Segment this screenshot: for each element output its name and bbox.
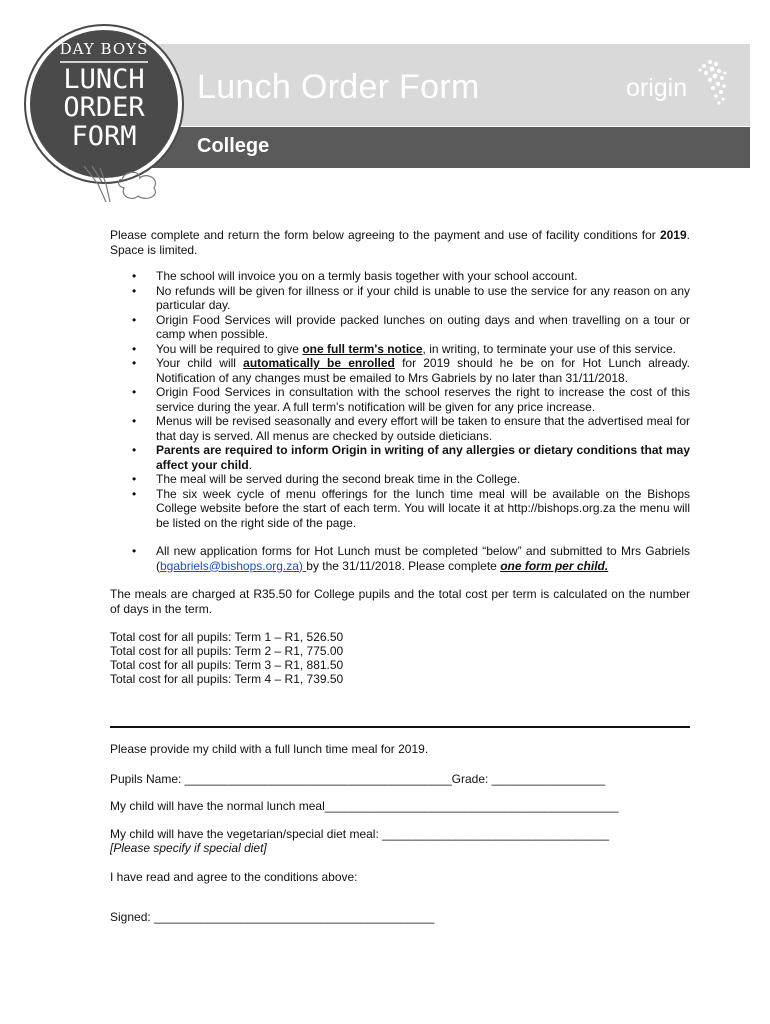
page-subtitle: College <box>197 135 270 157</box>
email-link[interactable]: bgabriels@bishops.org.za) <box>160 558 307 573</box>
list-item: • All new application forms for Hot Lunch must be completed “below” and submitted to Mrs Gabriels (bgabriels@bishops.org.za) by the 31/11/2018. Please complete one form per child. <box>110 544 690 573</box>
pupil-name-field[interactable]: Pupils Name: ________________________________________Grade: _________________ <box>110 772 606 786</box>
special-meal-field[interactable]: My child will have the vegetarian/special diet meal: __________________________________ <box>110 827 610 841</box>
signature-field[interactable]: Signed: __________________________________________ <box>110 910 435 924</box>
cutlery-doodle-icon <box>80 164 164 206</box>
term-total: Total cost for all pupils: Term 3 – R1, 881.50 <box>110 658 344 672</box>
badge-form: FORM <box>71 121 137 152</box>
term-totals <box>110 630 690 686</box>
intro-year: 2019 <box>659 228 687 242</box>
list-item: • Origin Food Services will provide packed lunches on outing days and when travelling on a tour or camp when possible. <box>110 313 690 342</box>
meals-paragraph: The meals are charged at R35.50 for College pupils and the total cost per term is calculated on the number of days in the term. <box>110 587 690 616</box>
list-item: • You will be required to give one full term's notice, in writing, to terminate your use of this service. <box>110 342 690 357</box>
list-item: • Your child will automatically be enrolled for 2019 should he be on for Hot Lunch already. Notification of any changes must be emailed to Mrs Gabriels by no later than 31/11/2018. <box>110 356 690 385</box>
term-total: Total cost for all pupils: Term 4 – R1, 739.50 <box>110 672 344 686</box>
form-request: Please provide my child with a full lunch time meal for 2019. <box>110 742 429 756</box>
term-total: Total cost for all pupils: Term 1 – R1, 526.50 <box>110 630 344 644</box>
special-diet-note: [Please specify if special diet] <box>110 841 267 855</box>
origin-logo-text: origin <box>626 74 688 102</box>
agree-statement: I have read and agree to the conditions above: <box>110 870 358 884</box>
terms-section <box>110 228 690 686</box>
page-title: Lunch Order Form <box>197 68 480 106</box>
list-item: • The six week cycle of menu offerings for the lunch time meal will be available on the Bishops College website before the start of each term. You will locate it at http://bishops.org.za the menu will be listed on the right side of the page. <box>110 487 690 531</box>
badge-order: ORDER <box>63 92 145 123</box>
list-item: • The school will invoice you on a termly basis together with your school account. <box>110 269 690 284</box>
term-total: Total cost for all pupils: Term 2 – R1, 775.00 <box>110 644 344 658</box>
list-item: • Parents are required to inform Origin in writing of any allergies or dietary conditions that may affect your child. <box>110 443 690 472</box>
list-item: • Menus will be revised seasonally and every effort will be taken to ensure that the advertised meal for that day is served. All menus are checked by outside dieticians. <box>110 414 690 443</box>
intro-paragraph <box>110 228 690 257</box>
intro-text: Please complete and return the form below agreeing to the payment and use of facility conditions for <box>110 228 660 242</box>
intro-text-end: . Space is limited. <box>110 228 690 257</box>
list-item: • Origin Food Services in consultation with the school reserves the right to increase the cost of this service during the year. A full term's notification will be given for any price increase. <box>110 385 690 414</box>
list-item: • The meal will be served during the second break time in the College. <box>110 472 690 487</box>
normal-meal-field[interactable]: My child will have the normal lunch meal____________________________________________ <box>110 799 619 813</box>
badge-day-boys: DAY BOYS <box>59 40 149 58</box>
origin-logo <box>626 58 730 114</box>
lunch-order-badge <box>24 24 184 184</box>
divider <box>110 726 690 728</box>
list-item: • No refunds will be given for illness or if your child is unable to use the service for any reason on any particular day. <box>110 284 690 313</box>
origin-dots-icon <box>626 58 730 114</box>
conditions-list <box>110 269 690 573</box>
badge-lunch: LUNCH <box>63 64 145 95</box>
